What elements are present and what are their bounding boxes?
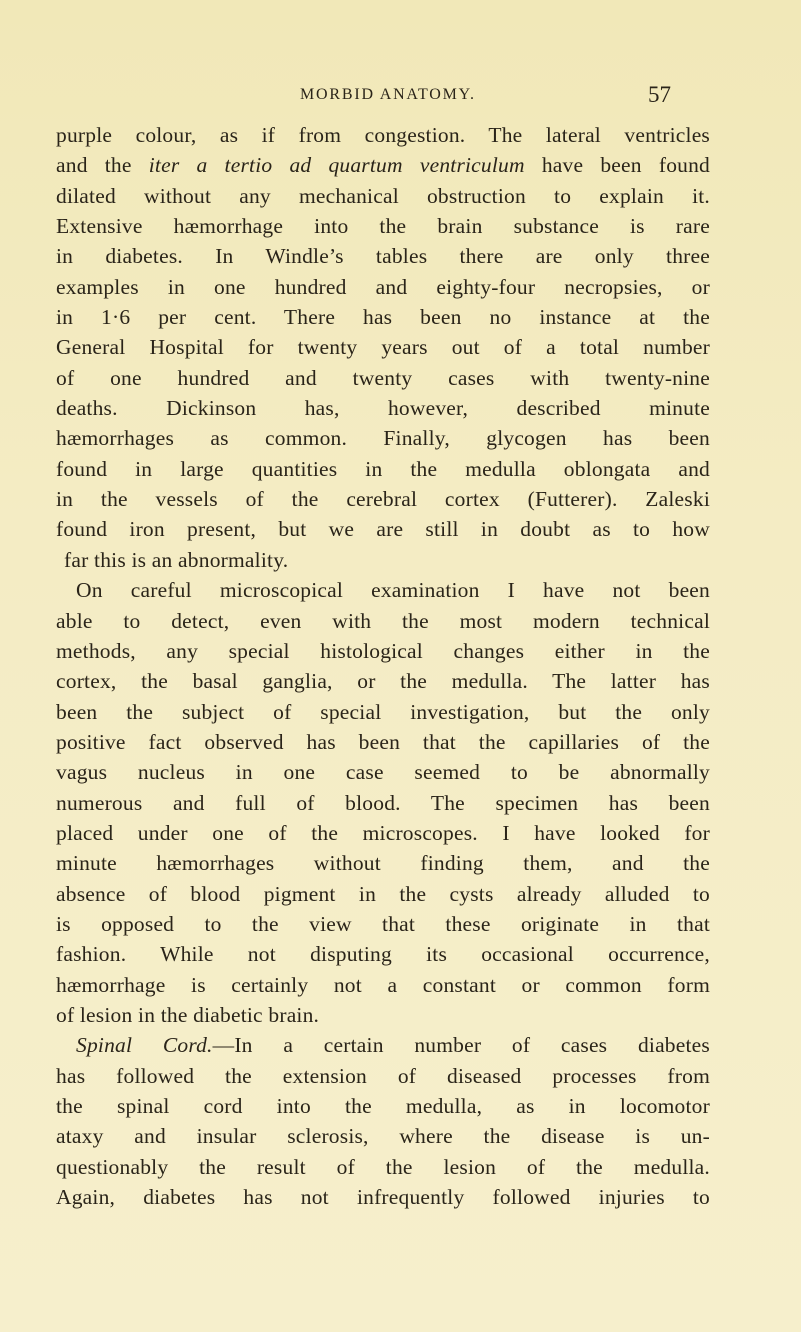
latin-phrase: iter a tertio ad quartum ventriculum [148,153,525,178]
text-line: in 1·6 per cent. There has been no instance at the [56,305,710,330]
text-line: deaths. Dickinson has, however, described minute [56,396,710,421]
section-heading: Spinal Cord. [76,1033,213,1058]
text-line: is opposed to the view that these originate in that [56,911,710,936]
text-line: of lesion in the diabetic brain. [56,1002,320,1027]
text-line: in the vessels of the cerebral cortex (Futterer). Zaleski [56,487,710,512]
text-line: dilated without any mechanical obstruction to explain it. [56,183,710,208]
text-line: has followed the extension of diseased processes from [56,1063,710,1088]
text-line: General Hospital for twenty years out of a total number [56,335,710,360]
text-line: found in large quantities in the medulla oblongata and [56,456,710,481]
text-line: absence of blood pigment in the cysts already alluded to [56,881,710,906]
text-line: minute hæmorrhages without finding them, and the [56,851,710,876]
body-text [56,120,710,1212]
text-line: hæmorrhages as common. Finally, glycogen has been [56,426,710,451]
text-line: found iron present, but we are still in doubt as to how [56,517,710,542]
page-header [0,82,801,116]
text-line: and the iter a tertio ad quartum ventriculum have been found [56,153,710,178]
text-line: examples in one hundred and eighty-four necropsies, or [56,274,710,299]
text-line: the spinal cord into the medulla, as in locomotor [56,1094,710,1118]
text-line: in diabetes. In Windle’s tables there are only three [56,244,710,269]
text-line: purple colour, as if from congestion. The lateral ventricles [56,123,710,147]
text-line: fashion. While not disputing its occasional occurrence, [56,942,710,967]
text-line: On careful microscopical examination I have not been [76,578,710,603]
text-line: placed under one of the microscopes. I have looked for [56,820,710,845]
text-line: positive fact observed has been that the capillaries of the [56,729,710,754]
text-line: hæmorrhage is certainly not a constant or common form [56,972,710,997]
text-line: of one hundred and twenty cases with twenty-nine [56,365,710,390]
text-line: Again, diabetes has not infrequently followed injuries to [56,1185,710,1210]
text-line: methods, any special histological changes either in the [56,638,710,663]
text-line: questionably the result of the lesion of the medulla. [56,1154,710,1179]
text-line: vagus nucleus in one case seemed to be abnormally [56,760,710,785]
text-line: able to detect, even with the most modern technical [56,608,710,633]
text-line: been the subject of special investigation, but the only [56,699,710,724]
text-line: Spinal Cord.—In a certain number of cases diabetes [76,1033,710,1058]
page-number: 57 [648,82,671,107]
text-line: Extensive hæmorrhage into the brain substance is rare [56,214,710,239]
text-line: numerous and full of blood. The specimen has been [56,790,710,815]
text-line: cortex, the basal ganglia, or the medulla. The latter has [56,669,710,694]
running-head: MORBID ANATOMY. [300,86,476,103]
text-line: ataxy and insular sclerosis, where the disease is un- [56,1124,710,1149]
text-line: far this is an abnormality. [64,547,289,572]
